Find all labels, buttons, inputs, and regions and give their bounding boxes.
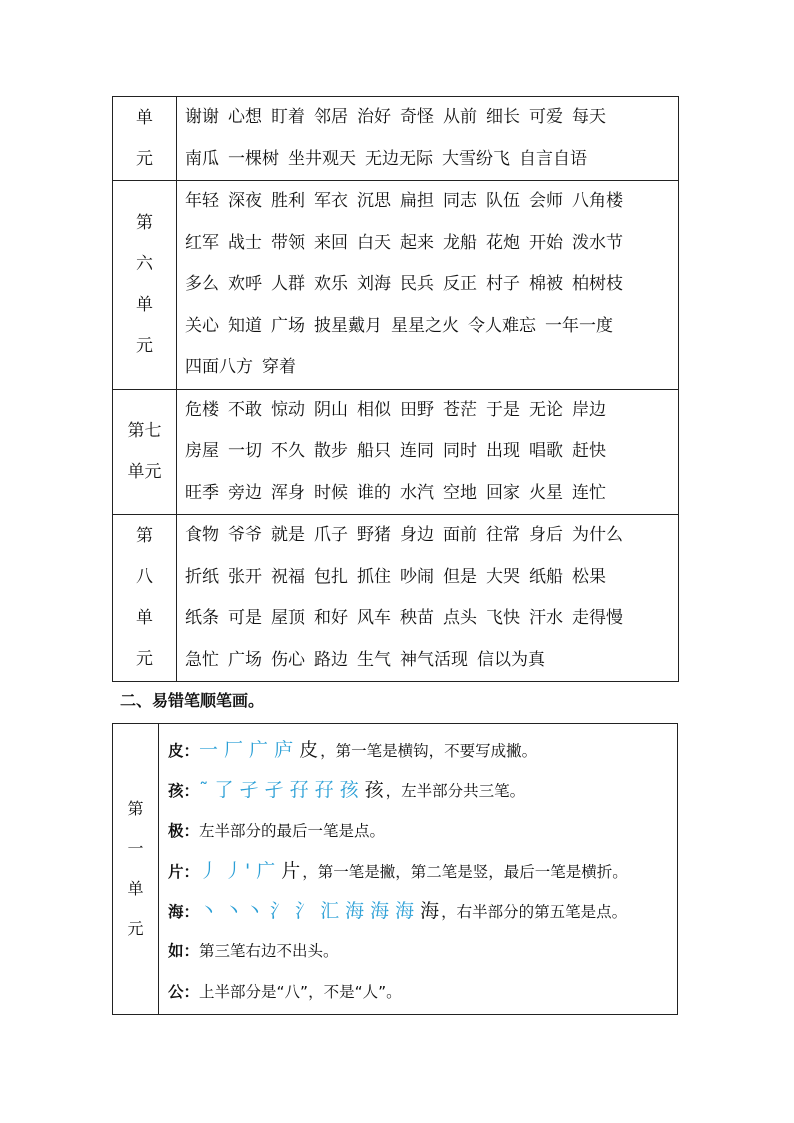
- vocab-word: 爷爷: [228, 525, 262, 545]
- vocab-word: 队伍: [486, 191, 520, 211]
- vocab-word: 刘海: [357, 274, 391, 294]
- vocab-word: 广场: [228, 649, 262, 670]
- unit-cell: [113, 389, 177, 515]
- vocab-word: 柏树枝: [572, 274, 623, 294]
- vocab-word: 不久: [271, 441, 305, 461]
- note-character: 公：: [168, 982, 200, 1001]
- vocab-word: 来回: [314, 232, 348, 253]
- stroke-note: [168, 730, 677, 770]
- vocab-word: 惊动: [271, 399, 305, 420]
- note-text: 上半部分是“八”，不是“人”。: [199, 982, 402, 1001]
- note-character: 如：: [168, 942, 200, 961]
- vocab-word: 关心: [185, 315, 219, 336]
- vocab-word: 四面八方: [185, 357, 253, 377]
- vocab-word: 水汽: [400, 482, 434, 503]
- vocab-word: 花炮: [486, 232, 520, 253]
- unit-label-part: 第七: [127, 420, 162, 441]
- vocab-word: 反正: [443, 274, 477, 294]
- word-line: [185, 181, 678, 223]
- vocab-word: 自言自语: [519, 148, 587, 169]
- final-character: 皮: [299, 739, 321, 761]
- vocab-word: 浑身: [271, 482, 305, 503]
- vocab-word: 船只: [357, 441, 391, 461]
- stroke-step: 广: [256, 859, 278, 882]
- vocab-word: 谁的: [357, 482, 391, 503]
- word-line: [185, 390, 678, 432]
- vocab-word: 急忙: [185, 649, 219, 670]
- stroke-order-table: [112, 723, 678, 1015]
- vocab-word: 八角楼: [572, 191, 623, 211]
- note-character: 极：: [168, 821, 200, 840]
- vocab-word: 同志: [443, 191, 477, 211]
- vocab-word: 年轻: [185, 191, 219, 211]
- vocab-word: 野猪: [357, 525, 391, 545]
- stroke-sequence: [199, 860, 302, 882]
- note-text: 左半部分的最后一笔是点。: [199, 821, 386, 840]
- unit-label-part: 第: [136, 212, 153, 233]
- vocabulary-table: [112, 96, 679, 682]
- vocab-word: 战士: [228, 232, 262, 253]
- vocab-word: 走得慢: [572, 608, 623, 628]
- vocab-word: 生气: [357, 649, 391, 670]
- unit-label-part: 第: [136, 526, 153, 546]
- vocab-word: 村子: [486, 274, 520, 294]
- note-text: ，右半部分的第五笔是点。: [441, 903, 628, 922]
- unit-label-part: 单: [136, 294, 153, 315]
- word-line: [185, 473, 678, 515]
- vocab-word: 松果: [572, 566, 606, 587]
- vocab-word: 坐井观天: [288, 148, 356, 169]
- stroke-step: 孑: [264, 779, 286, 802]
- vocab-word: 田野: [400, 399, 434, 420]
- vocab-word: 为什么: [572, 525, 623, 545]
- vocab-word: 折纸: [185, 566, 219, 587]
- stroke-note: [168, 891, 677, 931]
- unit-cell: [113, 97, 177, 181]
- note-character: 皮：: [168, 742, 200, 760]
- vocab-word: 屋顶: [271, 608, 305, 628]
- stroke-step: 广: [249, 739, 271, 761]
- vocab-word: 纸条: [185, 608, 219, 628]
- vocab-word: 邻居: [314, 107, 348, 127]
- final-character: 海: [420, 900, 442, 923]
- stroke-note: [168, 931, 677, 971]
- vocab-word: 风车: [357, 608, 391, 628]
- vocab-word: 军衣: [314, 191, 348, 211]
- note-character: 海：: [168, 903, 200, 922]
- vocab-word: 相似: [357, 399, 391, 420]
- unit-label-part: 第: [127, 799, 144, 818]
- vocab-word: 一切: [228, 441, 262, 461]
- unit-label-part: 单: [136, 107, 153, 128]
- vocab-word: 食物: [185, 525, 219, 545]
- vocab-word: 欢乐: [314, 274, 348, 294]
- vocab-word: 散步: [314, 441, 348, 461]
- vocab-word: 多么: [185, 274, 219, 294]
- vocab-word: 岸边: [572, 399, 606, 420]
- word-line: [185, 223, 678, 265]
- vocab-word: 不敢: [228, 399, 262, 420]
- stroke-step: 氵: [295, 900, 317, 923]
- vocab-word: 信以为真: [477, 649, 545, 670]
- vocab-word: 同时: [443, 441, 477, 461]
- vocab-word: 知道: [228, 315, 262, 336]
- vocab-word: 苍茫: [443, 399, 477, 420]
- vocab-word: 面前: [443, 525, 477, 545]
- vocab-word: 旺季: [185, 482, 219, 503]
- note-character: 片：: [168, 862, 200, 881]
- stroke-step: 庐: [274, 739, 296, 761]
- unit-cell: [113, 181, 177, 390]
- vocab-word: 开始: [529, 232, 563, 253]
- vocab-word: 细长: [486, 107, 520, 127]
- stroke-sequence: [199, 739, 320, 761]
- vocab-word: 和好: [314, 608, 348, 628]
- vocab-word: 治好: [357, 107, 391, 127]
- vocab-word: 空地: [443, 482, 477, 503]
- vocab-word: 南瓜: [185, 148, 219, 169]
- words-cell: [177, 97, 679, 181]
- stroke-sequence: [199, 900, 441, 922]
- words-cell: [177, 515, 679, 682]
- vocab-word: 从前: [443, 107, 477, 127]
- vocab-word: 回家: [486, 482, 520, 503]
- vocab-word: 赶快: [572, 441, 606, 461]
- vocab-word: 火星: [529, 482, 563, 503]
- stroke-step: 氵: [270, 900, 292, 923]
- stroke-step: 孖: [289, 779, 311, 802]
- vocab-word: 飞快: [486, 608, 520, 628]
- vocab-word: 时候: [314, 482, 348, 503]
- vocab-word: 深夜: [228, 191, 262, 211]
- vocab-word: 秧苗: [400, 608, 434, 628]
- note-text: 第三笔右边不出头。: [199, 942, 339, 961]
- stroke-step: 了: [214, 779, 236, 802]
- vocab-word: 白天: [357, 232, 391, 253]
- word-line: [185, 515, 678, 557]
- stroke-step: 一: [199, 739, 221, 761]
- vocab-word: 张开: [228, 566, 262, 587]
- stroke-note: [168, 851, 677, 891]
- vocab-word: 泼水节: [572, 232, 623, 253]
- vocab-word: 危楼: [185, 399, 219, 420]
- stroke-step: ˜: [199, 779, 211, 802]
- vocab-word: 穿着: [262, 357, 296, 377]
- unit-label-part: 六: [136, 253, 153, 274]
- vocab-word: 唱歌: [529, 441, 563, 461]
- word-line: [185, 306, 678, 348]
- stroke-step: 汇: [320, 900, 342, 923]
- stroke-step: 丿': [224, 859, 253, 882]
- stroke-step: 孩: [339, 779, 361, 802]
- stroke-note: [168, 770, 677, 810]
- vocab-row: [113, 389, 679, 515]
- stroke-note: [168, 811, 677, 851]
- vocab-word: 抓住: [357, 566, 391, 587]
- vocab-word: 往常: [486, 525, 520, 545]
- vocab-word: 可爱: [529, 107, 563, 127]
- vocab-word: 每天: [572, 107, 606, 127]
- vocab-row: [113, 515, 679, 682]
- word-line: [185, 640, 678, 682]
- unit-label-part: 元: [136, 649, 153, 669]
- vocab-word: 路边: [314, 649, 348, 670]
- vocab-word: 起来: [400, 232, 434, 253]
- vocab-word: 身边: [400, 525, 434, 545]
- unit-cell: [113, 515, 177, 682]
- word-line: [185, 557, 678, 599]
- vocab-word: 红军: [185, 232, 219, 253]
- vocab-word: 一年一度: [545, 315, 613, 336]
- stroke-step: 孑: [239, 779, 261, 802]
- vocab-row: [113, 181, 679, 390]
- word-line: [185, 139, 678, 181]
- stroke-step: 丿: [199, 859, 221, 882]
- vocab-word: 谢谢: [185, 107, 219, 127]
- vocab-word: 就是: [271, 525, 305, 545]
- vocab-word: 棉被: [529, 274, 563, 294]
- vocab-word: 房屋: [185, 441, 219, 461]
- vocab-word: 带领: [271, 232, 305, 253]
- vocab-word: 无边无际: [365, 148, 433, 169]
- unit-label-part: 单: [136, 608, 153, 628]
- note-text: ，左半部分共三笔。: [385, 782, 526, 801]
- stroke-step: 海: [395, 900, 417, 923]
- vocab-word: 吵闹: [400, 566, 434, 587]
- note-character: 孩：: [168, 782, 200, 801]
- unit-label-part: 元: [127, 919, 144, 938]
- note-text: ，第一笔是横钩，不要写成撇。: [320, 742, 538, 760]
- stroke-step: 海: [370, 900, 392, 923]
- vocab-word: 阴山: [314, 399, 348, 420]
- vocab-word: 汗水: [529, 608, 563, 628]
- vocab-word: 连忙: [572, 482, 606, 503]
- vocab-word: 祝福: [271, 566, 305, 587]
- stroke-notes: [168, 730, 677, 1012]
- vocab-word: 但是: [443, 566, 477, 587]
- vocab-word: 令人难忘: [468, 315, 536, 336]
- stroke-step: 丶: [199, 900, 221, 923]
- word-line: [185, 431, 678, 473]
- stroke-note: [168, 972, 677, 1012]
- stroke-step: 孖: [314, 779, 336, 802]
- vocab-word: 奇怪: [400, 107, 434, 127]
- vocab-word: 人群: [271, 274, 305, 294]
- note-text: ，第一笔是撇，第二笔是竖，最后一笔是横折。: [302, 862, 628, 881]
- vocab-word: 一棵树: [228, 148, 279, 169]
- stroke-step: 丶丶: [224, 900, 267, 923]
- vocab-word: 伤心: [271, 649, 305, 670]
- vocab-word: 胜利: [271, 191, 305, 211]
- vocab-word: 披星戴月: [314, 315, 382, 336]
- vocab-word: 会师: [529, 191, 563, 211]
- word-line: [185, 264, 678, 306]
- vocab-word: 连同: [400, 441, 434, 461]
- unit-label-part: 一: [127, 839, 144, 858]
- stroke-step: 海: [345, 900, 367, 923]
- unit-label-part: 八: [136, 567, 153, 587]
- vocab-word: 于是: [486, 399, 520, 420]
- vocab-word: 大哭: [486, 566, 520, 587]
- section-heading: 二、易错笔顺笔画。: [120, 691, 265, 710]
- vocab-word: 沉思: [357, 191, 391, 211]
- vocab-word: 欢呼: [228, 274, 262, 294]
- vocab-word: 出现: [486, 441, 520, 461]
- word-line: [185, 598, 678, 640]
- vocab-row: [113, 97, 679, 181]
- vocab-word: 爪子: [314, 525, 348, 545]
- vocab-word: 身后: [529, 525, 563, 545]
- vocab-word: 广场: [271, 315, 305, 336]
- vocab-word: 星星之火: [391, 315, 459, 336]
- vocab-word: 心想: [228, 107, 262, 127]
- vocab-word: 民兵: [400, 274, 434, 294]
- vocab-word: 大雪纷飞: [442, 148, 510, 169]
- vocab-word: 龙船: [443, 232, 477, 253]
- word-line: [185, 347, 678, 389]
- words-cell: [177, 389, 679, 515]
- vocab-word: 盯着: [271, 107, 305, 127]
- word-line: [185, 97, 678, 139]
- unit-label-part: 单元: [127, 461, 162, 482]
- vocab-word: 神气活现: [400, 649, 468, 670]
- vocab-word: 纸船: [529, 566, 563, 587]
- final-character: 孩: [364, 779, 386, 802]
- final-character: 片: [281, 859, 303, 882]
- unit-label-part: 元: [136, 148, 153, 169]
- vocab-word: 无论: [529, 399, 563, 420]
- vocab-word: 旁边: [228, 482, 262, 503]
- vocab-word: 扁担: [400, 191, 434, 211]
- stroke-step: 厂: [224, 739, 246, 761]
- unit-label: [113, 724, 159, 1014]
- vocab-word: 点头: [443, 608, 477, 628]
- stroke-sequence: [199, 779, 386, 801]
- words-cell: [177, 181, 679, 390]
- vocab-word: 包扎: [314, 566, 348, 587]
- unit-label-part: 单: [127, 879, 144, 898]
- vocab-word: 可是: [228, 608, 262, 628]
- unit-label-part: 元: [136, 335, 153, 356]
